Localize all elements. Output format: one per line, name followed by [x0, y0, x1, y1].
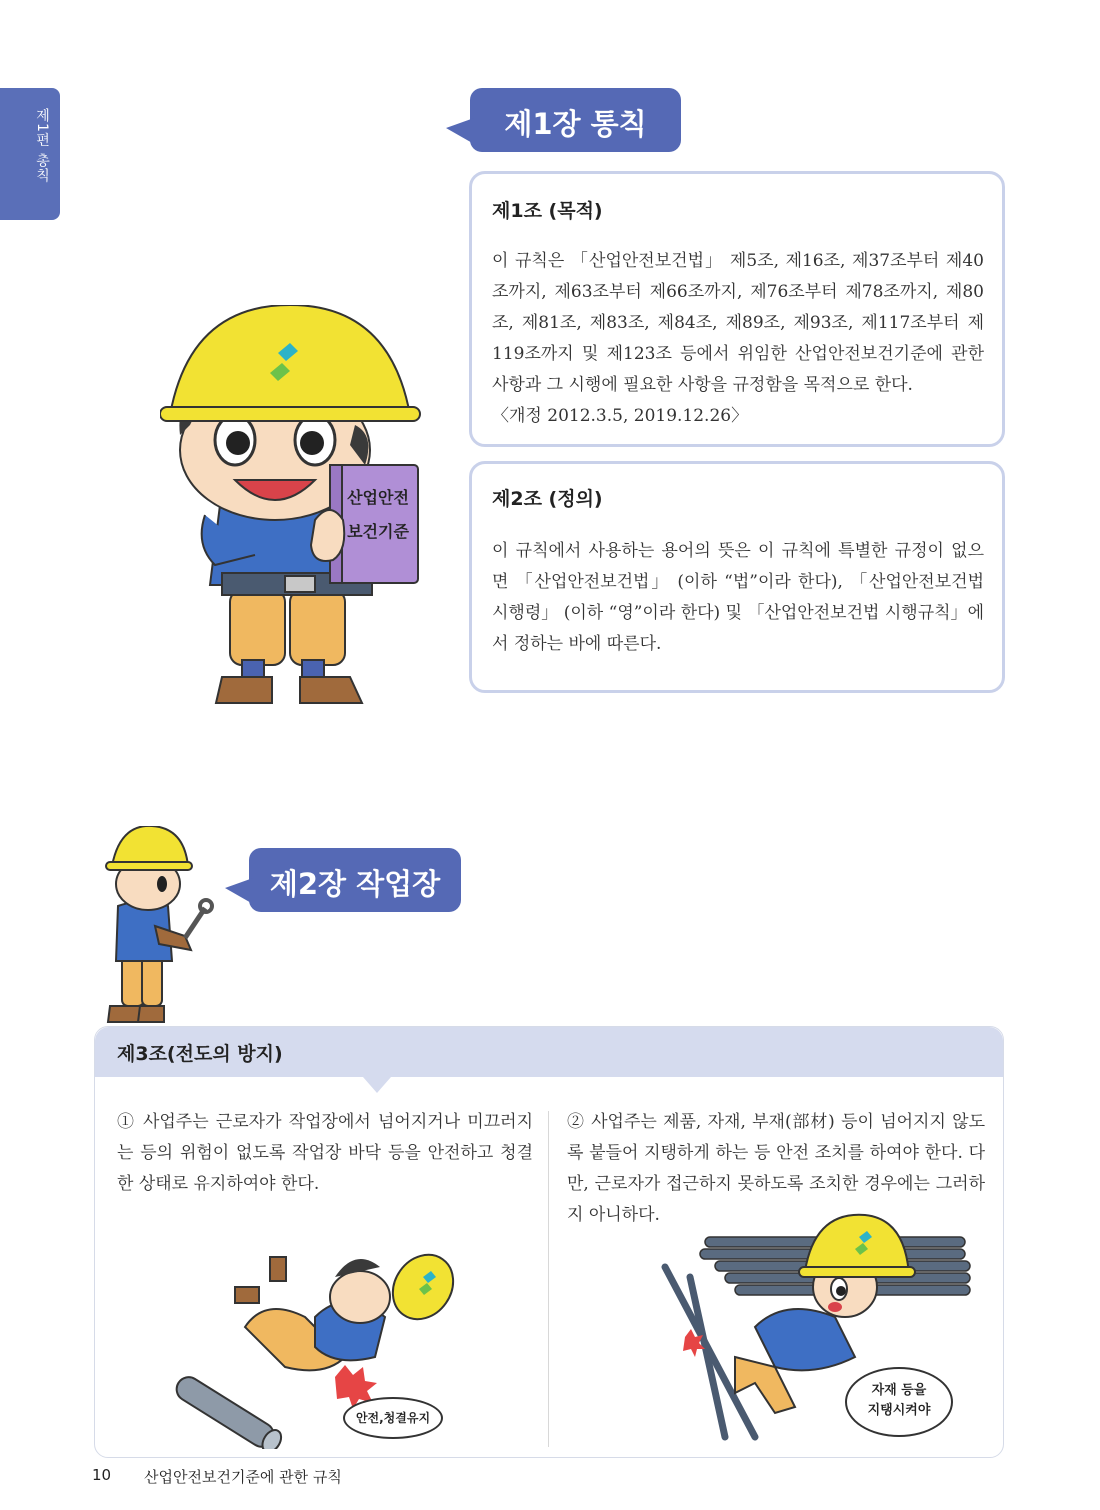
- article-2-box: [469, 461, 1005, 693]
- article-3-header: [95, 1027, 1003, 1077]
- speech-bubble-support: [845, 1367, 953, 1437]
- book-label-line2: 보건기준: [347, 522, 409, 541]
- worker-with-wrench-illustration: [100, 826, 220, 1026]
- column-divider: [548, 1111, 549, 1447]
- article-3-para-2: ② 사업주는 제품, 자재, 부재(部材) 등이 넘어지지 않도록 붙들어 지탱하게 하는 등 안전 조치를 하여야 한다. 다만, 근로자가 접근하지 못하도록 조치한 경우에는 그러하지 아니하다.: [567, 1112, 985, 1225]
- chapter-2-title: 제2장 작업장: [269, 867, 441, 901]
- book-label-line1: 산업안전: [347, 488, 409, 507]
- chapter-1-title: 제1장 통칙: [504, 107, 647, 141]
- article-1-title: 제1조 (목적): [492, 200, 603, 222]
- article-3-title: 제3조(전도의 방지): [117, 1043, 283, 1065]
- article-3-para-1: ① 사업주는 근로자가 작업장에서 넘어지거나 미끄러지는 등의 위험이 없도록 작업장 바닥 등을 안전하고 청결한 상태로 유지하여야 한다.: [117, 1112, 533, 1194]
- side-tab: [0, 88, 60, 220]
- speech-bubble-cleanliness: 안전,청결유지: [343, 1397, 443, 1439]
- side-tab-label: 제1편 총칙: [34, 108, 50, 184]
- footer-title: 산업안전보건기준에 관한 규칙: [144, 1468, 342, 1486]
- article-1-text: 이 규칙은 「산업안전보건법」 제5조, 제16조, 제37조부터 제40조까지, 제63조부터 제66조까지, 제76조부터 제78조까지, 제80조, 제81조, 제83조, 제84조, 제89조, 제93조, 제117조부터 제119조까지 및 제123조 등에서 위임한 산업안전보건기준에 관한 사항과 그 시행에 필요한 사항을 규정함을 목적으로 한다.: [492, 251, 984, 395]
- article-1-box: [469, 171, 1005, 447]
- bubble-line-1: 자재 등을: [871, 1383, 927, 1398]
- worker-with-book-illustration: [160, 305, 440, 715]
- article-2-title: 제2조 (정의): [492, 488, 603, 510]
- header-notch: [363, 1077, 391, 1093]
- bubble-line-2: 지탱시켜야: [867, 1403, 931, 1418]
- chapter-2-heading: [249, 848, 461, 912]
- article-1-amendment: 〈개정 2012.3.5, 2019.12.26〉: [492, 406, 749, 426]
- article-1-body: [492, 246, 984, 432]
- page-number: 10: [92, 1466, 112, 1484]
- chapter-1-heading: [470, 88, 681, 152]
- article-2-body: 이 규칙에서 사용하는 용어의 뜻은 이 규칙에 특별한 규정이 없으면 「산업안전보건법」 (이하 “법”이라 한다), 「산업안전보건법 시행령」 (이하 “영”이라 한다) 및 「산업안전보건법 시행규칙」에서 정하는 바에 따른다.: [492, 541, 984, 654]
- article-3-box: [94, 1026, 1004, 1458]
